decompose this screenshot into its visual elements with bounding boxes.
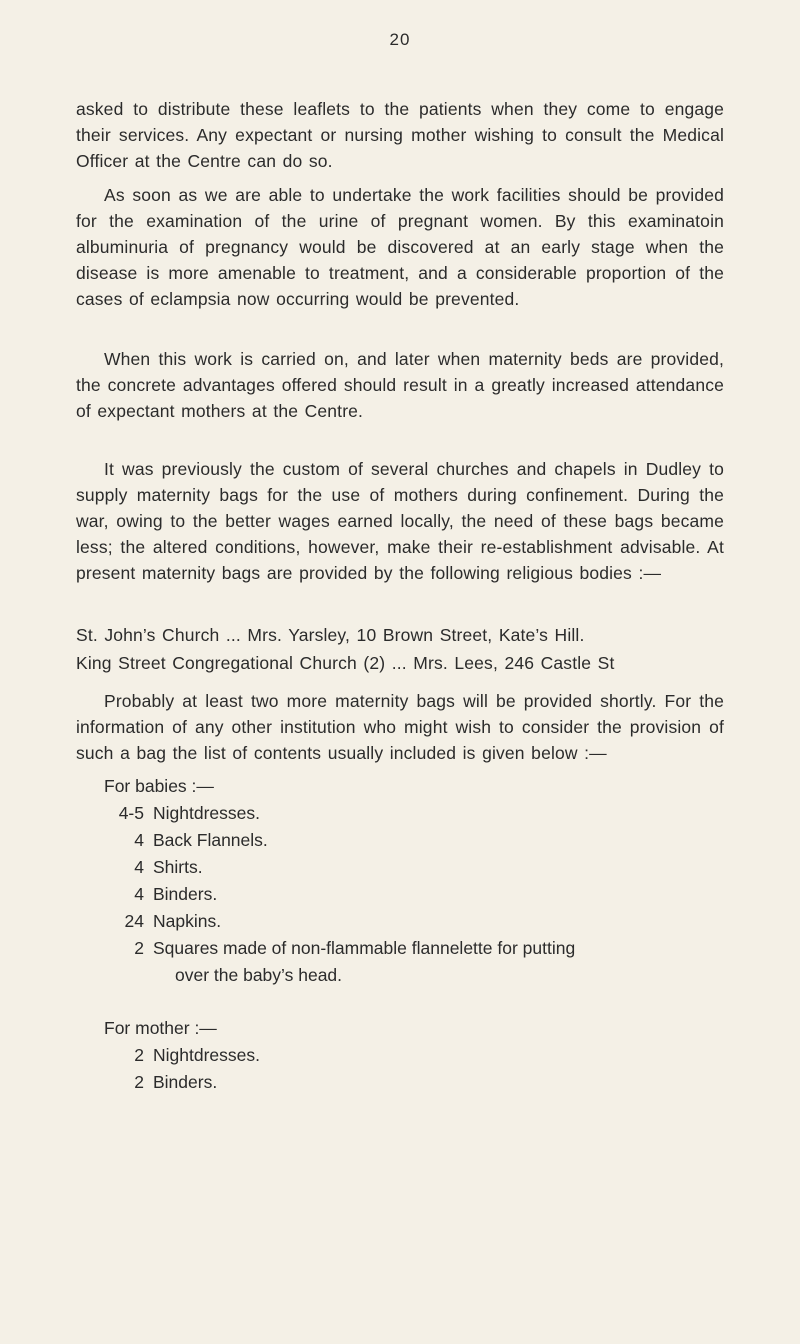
item-label: Shirts. [153,857,203,877]
list-item [130,854,710,880]
item-quantity: 2 [134,1072,144,1092]
list-item [130,1069,710,1095]
paragraph-leaflets: asked to distribute these leaflets to the patients when they come to engage their services. Any expectant or nursing mother wishing to consult the Medical Officer at the Centre can do so. [76,99,724,171]
item-label: Binders. [153,884,218,904]
paragraph-contents-list: Probably at least two more maternity bags will be provided shortly. For the information of any other institution who might wish to consider the provision of such a bag the list of contents usually included is given below :— [76,691,724,763]
babies-heading: For babies :— [104,776,214,796]
paragraph-urine-examination: As soon as we are able to undertake the work facilities should be provided for the examination of the urine of pregnant women. By this examinatoin albuminuria of pregnancy would be discovered at an early stage when the disease is more amenable to treatment, and a considerable proportion of the cases of eclampsia now occurring would be prevented. [76,185,724,309]
item-label: Nightdresses. [153,803,260,823]
item-label: Nightdresses. [153,1045,260,1065]
item-quantity: 4-5 [118,803,144,823]
item-label: Squares made of non-flammable flannelette for putting [153,938,576,958]
item-label: Back Flannels. [153,830,268,850]
list-item [130,1042,710,1068]
list-item [130,881,710,907]
list-item [130,935,710,961]
paragraph-maternity-beds: When this work is carried on, and later when maternity beds are provided, the concrete advantages offered should result in a greatly increased attendance of expectant mothers at the Centre. [76,349,724,421]
item-quantity: 2 [134,1045,144,1065]
item-label: Napkins. [153,911,222,931]
list-item [124,908,710,934]
religious-body-king-street: King Street Congregational Church (2) ... Mrs. Lees, 246 Castle St [76,653,615,673]
item-quantity: 2 [134,938,144,958]
religious-body-st-johns: St. John’s Church ... Mrs. Yarsley, 10 Brown Street, Kate’s Hill. [76,625,585,645]
paragraph-maternity-bags: It was previously the custom of several churches and chapels in Dudley to supply maternity bags for the use of mothers during confinement. During the war, owing to the better wages earned locally, the need of these bags became less; the altered conditions, however, make their re-establishment advisable. At present maternity bags are provided by the following religious bodies :— [76,459,724,583]
list-item [118,800,710,826]
item-label: Binders. [153,1072,218,1092]
mother-heading: For mother :— [104,1018,217,1038]
item-quantity: 4 [134,884,144,904]
list-item-continuation: over the baby’s head. [175,965,343,985]
page-number: 20 [389,30,411,49]
item-quantity: 24 [124,911,144,931]
item-quantity: 4 [134,830,144,850]
list-item [130,827,710,853]
item-quantity: 4 [134,857,144,877]
